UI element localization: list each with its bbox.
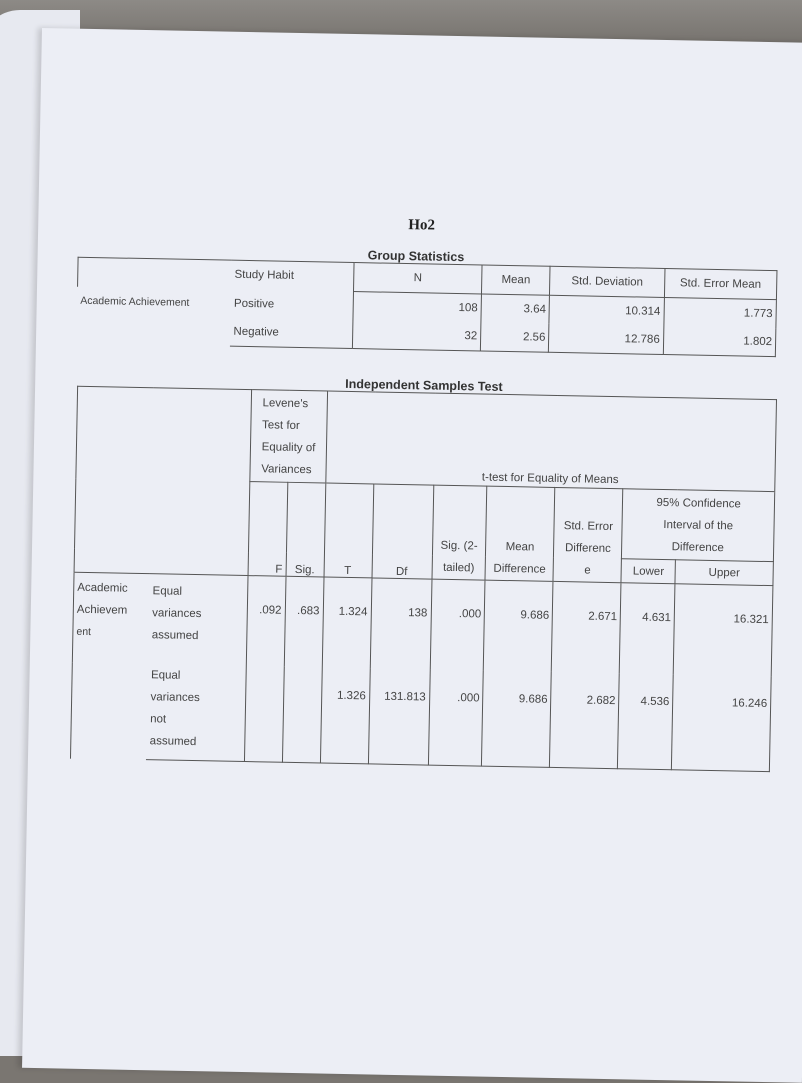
table-row (70, 662, 771, 771)
cell-f (244, 666, 284, 763)
col-sig2-line: tailed) (442, 561, 475, 575)
cell-sig: .683 (284, 576, 324, 667)
ci-header-line: 95% Confidence (656, 496, 741, 511)
cell-se: 2.671 (552, 581, 622, 672)
ci-header-line: Difference (671, 540, 725, 554)
levene-header-line: Equality of (261, 440, 316, 454)
cell-se: 1.802 (663, 326, 776, 357)
group-statistics-title: Group Statistics (367, 248, 465, 265)
col-upper: Upper (675, 560, 773, 586)
independent-samples-title: Independent Samples Test (345, 376, 503, 394)
row-label-line: Equal (152, 585, 183, 598)
col-se-line: e (584, 564, 591, 577)
col-f: F (275, 563, 283, 576)
cell-f: .092 (246, 576, 286, 667)
group-statistics-table (76, 257, 778, 357)
document-page (22, 28, 802, 1083)
cell-upper: 16.246 (672, 674, 772, 772)
col-sig2-line: Sig. (2- (440, 539, 478, 553)
header-row-top (76, 386, 777, 491)
row-label-line: assumed (151, 629, 199, 643)
row-label-line: not (150, 712, 167, 726)
cell-t: 1.326 (320, 667, 370, 764)
cell-sig2: .000 (430, 579, 486, 670)
cell-df: 138 (370, 578, 432, 669)
cell-sig (282, 666, 322, 763)
variable-label-line: Academic (77, 581, 128, 595)
hypothesis-heading: Ho2 (408, 217, 436, 234)
row-label-line: assumed (149, 734, 197, 748)
header-std-error-mean: Std. Error Mean (664, 268, 777, 299)
cell-upper: 16.321 (673, 584, 772, 676)
ttest-header: t-test for Equality of Means (325, 391, 776, 492)
row-label-line: Equal (150, 668, 181, 682)
variable-label-line: ent (76, 625, 92, 639)
group-label: Positive (233, 297, 275, 311)
row-label-line: variances (152, 607, 202, 621)
cell-lower: 4.536 (618, 673, 674, 770)
ci-header-line: Interval of the (663, 518, 734, 532)
cell-se: 2.682 (550, 671, 620, 768)
header-mean: Mean (482, 265, 551, 295)
cell-n: 32 (352, 320, 481, 351)
header-std-deviation: Std. Deviation (550, 266, 665, 297)
cell-mean: 2.56 (480, 322, 549, 352)
variable-label: Academic Achievement (80, 294, 190, 309)
cell-md: 9.686 (482, 670, 552, 767)
col-t: T (344, 564, 352, 578)
variable-label-line: Achievem (76, 603, 128, 617)
col-se-line: Differenc (564, 542, 611, 556)
cell-sig2: .000 (428, 669, 484, 766)
table-row (72, 572, 773, 675)
col-df: Df (395, 565, 408, 579)
cell-n: 108 (353, 292, 482, 323)
cell-t: 1.324 (322, 577, 372, 668)
col-md-line: Difference (493, 562, 546, 576)
cell-lower: 4.631 (620, 583, 676, 674)
group-label: Negative (230, 318, 353, 349)
levene-header-line: Test for (261, 418, 300, 432)
cell-mean: 3.64 (481, 294, 550, 324)
levene-header-line: Variances (261, 462, 312, 476)
cell-sd: 12.786 (549, 324, 664, 355)
row-label-line: variances (150, 690, 200, 704)
cell-sd: 10.314 (549, 295, 664, 326)
cell-md: 9.686 (484, 580, 554, 671)
col-md-line: Mean (505, 540, 535, 554)
header-n: N (413, 272, 423, 285)
col-sig: Sig. (294, 563, 315, 577)
cell-df: 131.813 (368, 668, 430, 765)
levene-header-line: Levene's (262, 396, 309, 410)
col-lower: Lower (621, 559, 675, 584)
header-study-habit: Study Habit (231, 260, 354, 291)
independent-samples-table (70, 386, 777, 772)
cell-se: 1.773 (664, 297, 777, 328)
col-se-line: Std. Error (563, 520, 614, 534)
